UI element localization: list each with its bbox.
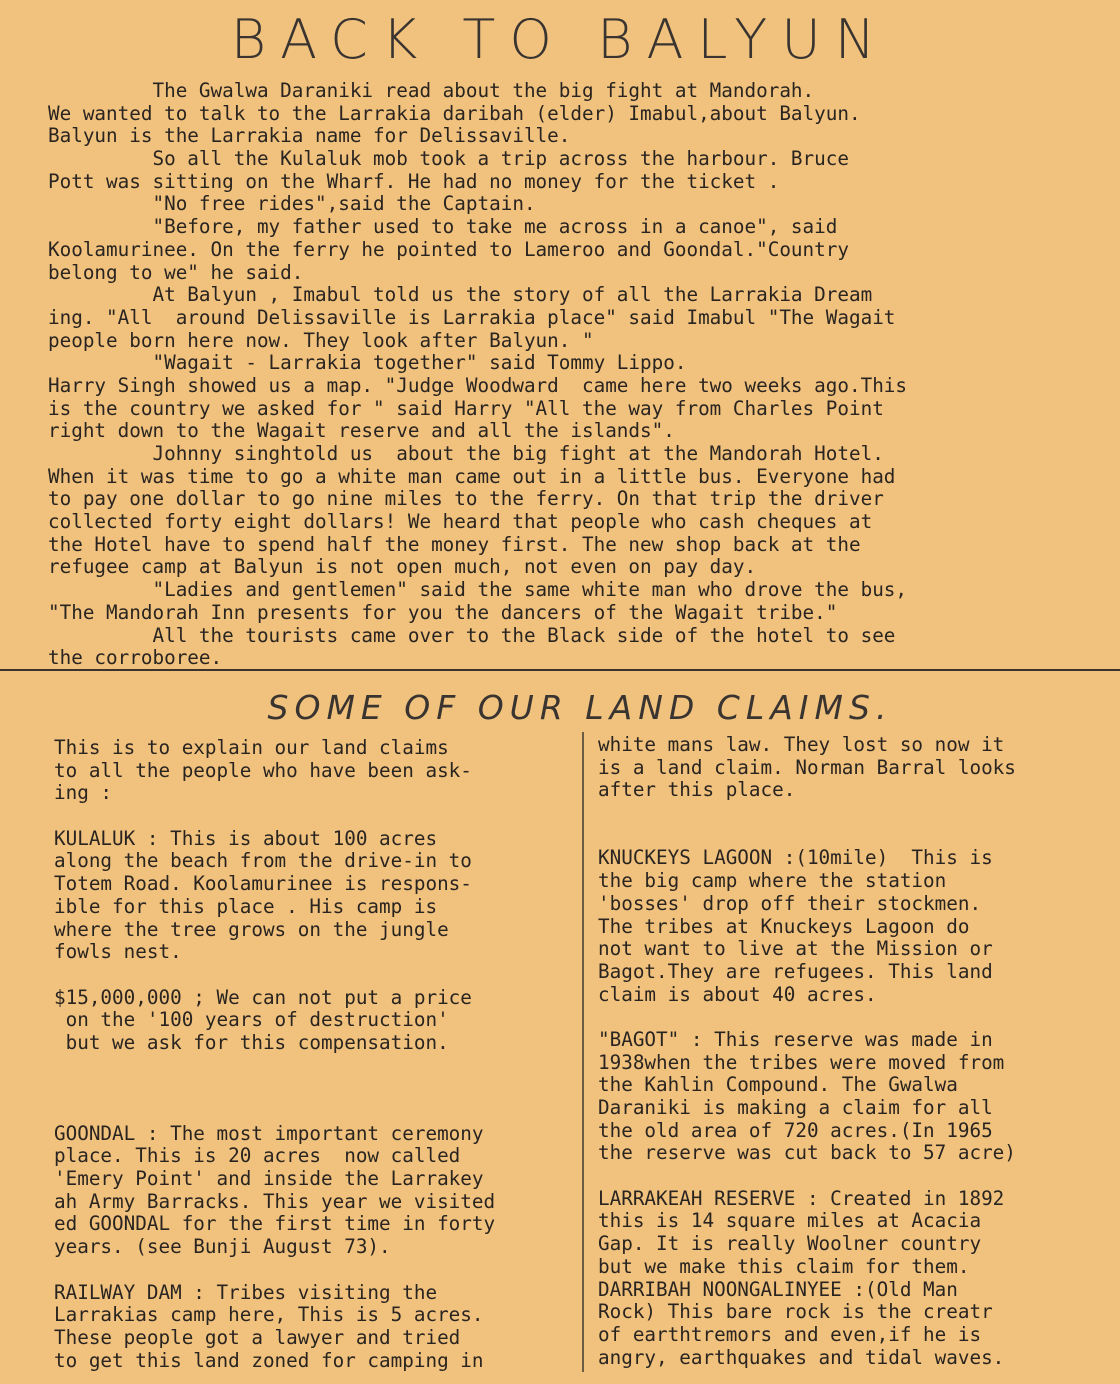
left-column-line: but we ask for this compensation. [54,1030,449,1054]
left-column-line [54,805,574,828]
left-column-line [54,1055,574,1078]
left-column-line: ing : [54,781,113,805]
story-line: the corroboree. [48,646,223,670]
story-line: When it was time to go a white man came out in a little bus. Everyone had [48,464,896,488]
right-column-line: Rock) This bare rock is the creatr [598,1300,993,1324]
right-column-line: after this place. [598,778,796,802]
story-line: the Hotel have to spend half the money first. The new shop back at the [48,532,861,556]
right-column-line [598,802,1098,825]
story-back-to-balyun [48,80,1088,670]
story-line: "Ladies and gentlemen" said the same white man who drove the bus, [48,578,908,602]
story-line: Pott was sitting on the Wharf. He had no money for the ticket . [48,169,780,193]
right-column-line: the Kahlin Compound. The Gwalwa [598,1073,958,1097]
left-column-line: This is to explain our land claims [54,736,449,759]
story-line: "Wagait - Larrakia together" said Tommy Lippo. [48,351,687,375]
left-column-line: ed GOONDAL for the first time in forty [54,1212,496,1236]
story-line: We wanted to talk to the Larrakia daribah (elder) Imabul,about Balyun. [48,101,861,125]
left-column-line: along the beach from the drive-in to [54,849,472,873]
right-column-line: of earthtremors and even,if he is [598,1322,982,1346]
headline-back-to-balyun: BACK TO BALYUN [230,8,890,71]
left-column-line: GOONDAL : The most important ceremony [54,1121,484,1145]
right-column-line: the reserve was cut back to 57 acre) [598,1141,1016,1165]
headline-land-claims: SOME OF OUR LAND CLAIMS. [267,688,893,727]
column-divider [582,732,584,1372]
left-column-line: $15,000,000 ; We can not put a price [54,985,472,1009]
right-column-land-claims [598,734,1098,1369]
right-column-line: Gap. It is really Woolner country [598,1232,982,1256]
story-line: refugee camp at Balyun is not open much, not even on pay day. [48,555,757,579]
left-column-land-claims [54,737,574,1372]
right-column-line: LARRAKEAH RESERVE : Created in 1892 [598,1186,1005,1210]
story-line: Harry Singh showed us a map. "Judge Woodward came here two weeks ago.This [48,373,908,397]
left-column-line: to get this land zoned for camping in [54,1348,484,1372]
left-column-line [54,1077,574,1100]
left-column-line: Larrakias camp here, This is 5 acres. [54,1303,484,1327]
left-column-line: RAILWAY DAM : Tribes visiting the [54,1280,438,1304]
left-column-line: fowls nest. [54,940,182,964]
story-line: All the tourists came over to the Black side of the hotel to see [48,623,896,647]
left-column-line: where the tree grows on the jungle [54,917,449,941]
story-line: Johnny singhtold us about the big fight at the Mandorah Hotel. [48,442,884,465]
right-column-line: KNUCKEYS LAGOON :(10mile) This is [598,846,993,870]
right-column-line: the old area of 720 acres.(In 1965 [598,1118,993,1142]
right-column-line: this is 14 square miles at Acacia [598,1209,982,1233]
left-column-line [54,1100,574,1123]
story-line: is the country we asked for " said Harry "All the way from Charles Point [48,396,884,420]
left-column-line: These people got a lawyer and tried [54,1325,461,1349]
right-column-line: 'bosses' drop off their stockmen. [598,891,982,915]
story-line: "Before, my father used to take me across in a canoe", said [48,215,838,239]
left-column-line [54,1259,574,1282]
story-line: collected forty eight dollars! We heard that people who cash cheques at [48,510,873,534]
right-column-line: but we make this claim for them. [598,1254,970,1278]
story-line: belong to we" he said. [48,260,304,284]
right-column-line [598,825,1098,848]
story-line: The Gwalwa Daraniki read about the big fight at Mandorah. [48,79,815,102]
story-line: So all the Kulaluk mob took a trip across the harbour. Bruce [48,147,849,171]
right-column-line: claim is about 40 acres. [598,982,877,1006]
left-column-line: 'Emery Point' and inside the Larrakey [54,1167,484,1191]
right-column-line [598,1006,1098,1029]
section-divider-rule [0,669,1120,671]
right-column-line: angry, earthquakes and tidal waves. [598,1345,1005,1369]
story-line: Koolamurinee. On the ferry he pointed to Lameroo and Goondal."Country [48,237,849,261]
right-column-line: Daraniki is making a claim for all [598,1096,993,1119]
right-column-line: 1938when the tribes were moved from [598,1050,1005,1074]
story-line: "No free rides",said the Captain. [48,192,536,216]
story-line: At Balyun , Imabul told us the story of all the Larrakia Dream [48,283,873,307]
left-column-line [54,964,574,987]
story-line: people born here now. They look after Balyun. " [48,328,594,352]
left-column-line: Totem Road. Koolamurinee is respons- [54,872,472,896]
right-column-line: The tribes at Knuckeys Lagoon do [598,914,970,938]
left-column-line: ible for this place . His camp is [54,894,438,918]
right-column-line: Bagot.They are refugees. This land [598,959,993,983]
left-column-line: years. (see Bunji August 73). [54,1235,391,1259]
right-column-line: white mans law. They lost so now it [598,733,1005,756]
story-line: Balyun is the Larrakia name for Delissaville. [48,124,571,148]
story-line: ing. "All around Delissaville is Larrakia place" said Imabul "The Wagait [48,305,896,329]
right-column-line: not want to live at the Mission or [598,937,993,961]
right-column-line: "BAGOT" : This reserve was made in [598,1027,993,1051]
left-column-line: to all the people who have been ask- [54,758,472,782]
right-column-line: is a land claim. Norman Barral looks [598,755,1016,779]
left-column-line: place. This is 20 acres now called [54,1144,461,1168]
right-column-line [598,1165,1098,1188]
right-column-line: DARRIBAH NOONGALINYEE :(Old Man [598,1277,958,1301]
story-line: "The Mandorah Inn presents for you the dancers of the Wagait tribe." [48,600,838,624]
left-column-line: ah Army Barracks. This year we visited [54,1189,496,1213]
story-line: to pay one dollar to go nine miles to the ferry. On that trip the driver [48,487,884,511]
left-column-line: KULALUK : This is about 100 acres [54,826,438,850]
left-column-line: on the '100 years of destruction' [54,1008,449,1032]
right-column-line: the big camp where the station [598,869,947,893]
story-line: right down to the Wagait reserve and all the islands". [48,419,675,443]
